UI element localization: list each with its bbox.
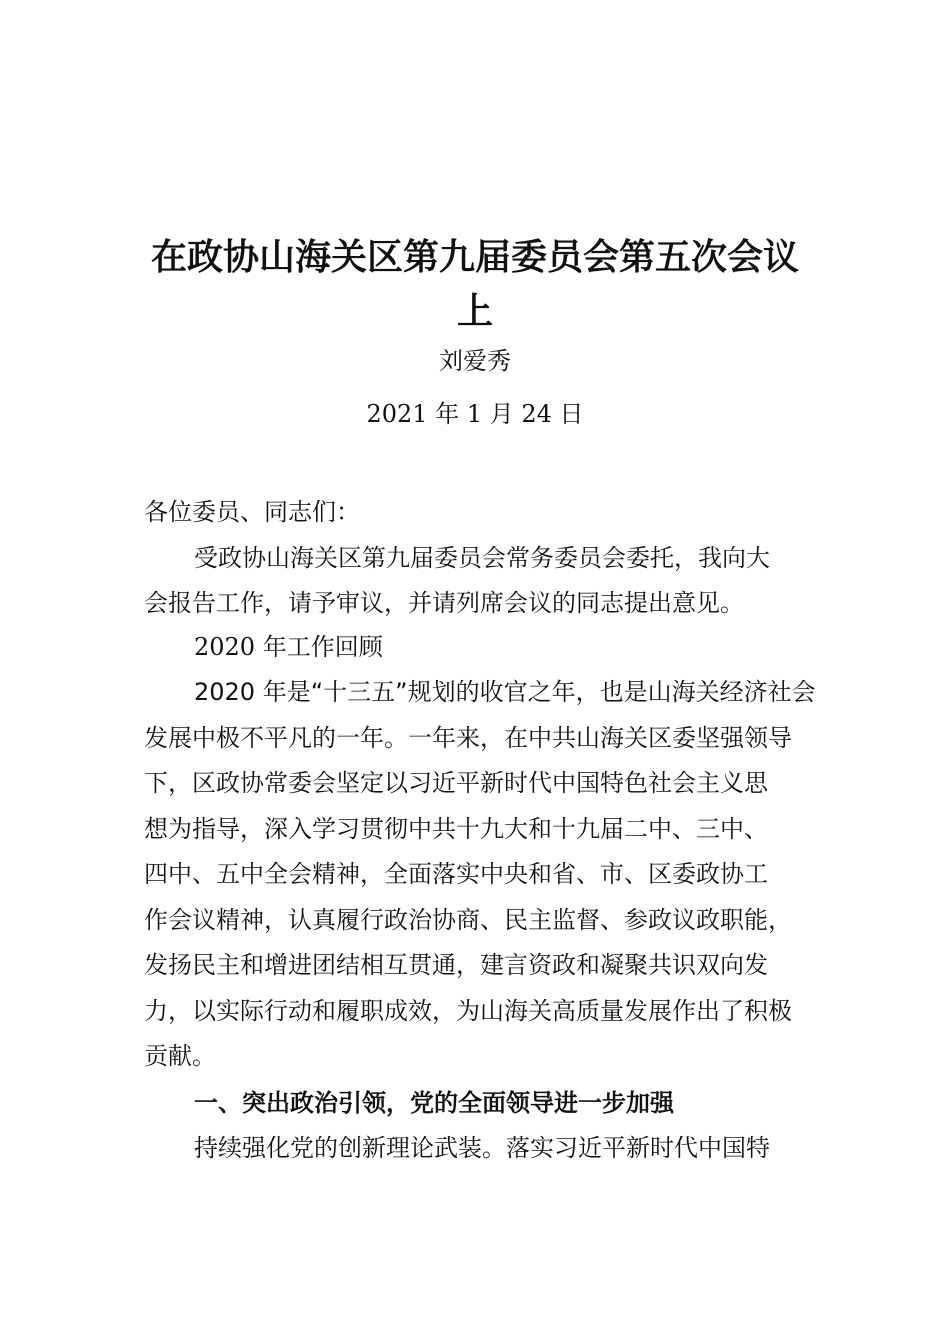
paragraph-2-line: 力，以实际行动和履职成效，为山海关高质量发展作出了积极: [144, 997, 792, 1025]
document-date: 2021 年 1 月 24 日: [366, 400, 584, 428]
paragraph-2-line: 下，区政协常委会坚定以习近平新时代中国特色社会主义思: [144, 769, 768, 797]
paragraph-1-line: 会报告工作，请予审议，并请列席会议的同志提出意见。: [144, 589, 744, 617]
paragraph-2-line: 想为指导，深入学习贯彻中共十九大和十九届二中、三中、: [144, 815, 768, 843]
paragraph-1-line: 受政协山海关区第九届委员会常务委员会委托，我向大: [194, 544, 770, 572]
paragraph-2-line: 发扬民主和增进团结相互贯通，建言资政和凝聚共识双向发: [144, 951, 768, 979]
document-title-line-1: 在政协山海关区第九届委员会第五次会议: [150, 237, 799, 278]
paragraph-2-line: 发展中极不平凡的一年。一年来，在中共山海关区委坚强领导: [144, 724, 792, 752]
section-heading-review: 2020 年工作回顾: [194, 633, 383, 661]
paragraph-2-line: 2020 年是“十三五”规划的收官之年，也是山海关经济社会: [194, 678, 816, 706]
paragraph-2-line: 四中、五中全会精神，全面落实中央和省、市、区委政协工: [144, 860, 768, 888]
section-heading-1: 一、突出政治引领，党的全面领导进一步加强: [194, 1089, 674, 1117]
author-name: 刘爱秀: [439, 347, 511, 375]
salutation: 各位委员、同志们：: [144, 498, 360, 526]
paragraph-2-line: 贡献。: [144, 1042, 216, 1070]
document-title-line-2: 上: [456, 291, 493, 332]
paragraph-3-line: 持续强化党的创新理论武装。落实习近平新时代中国特: [194, 1134, 770, 1162]
paragraph-2-line: 作会议精神，认真履行政治协商、民主监督、参政议政职能，: [144, 906, 792, 934]
